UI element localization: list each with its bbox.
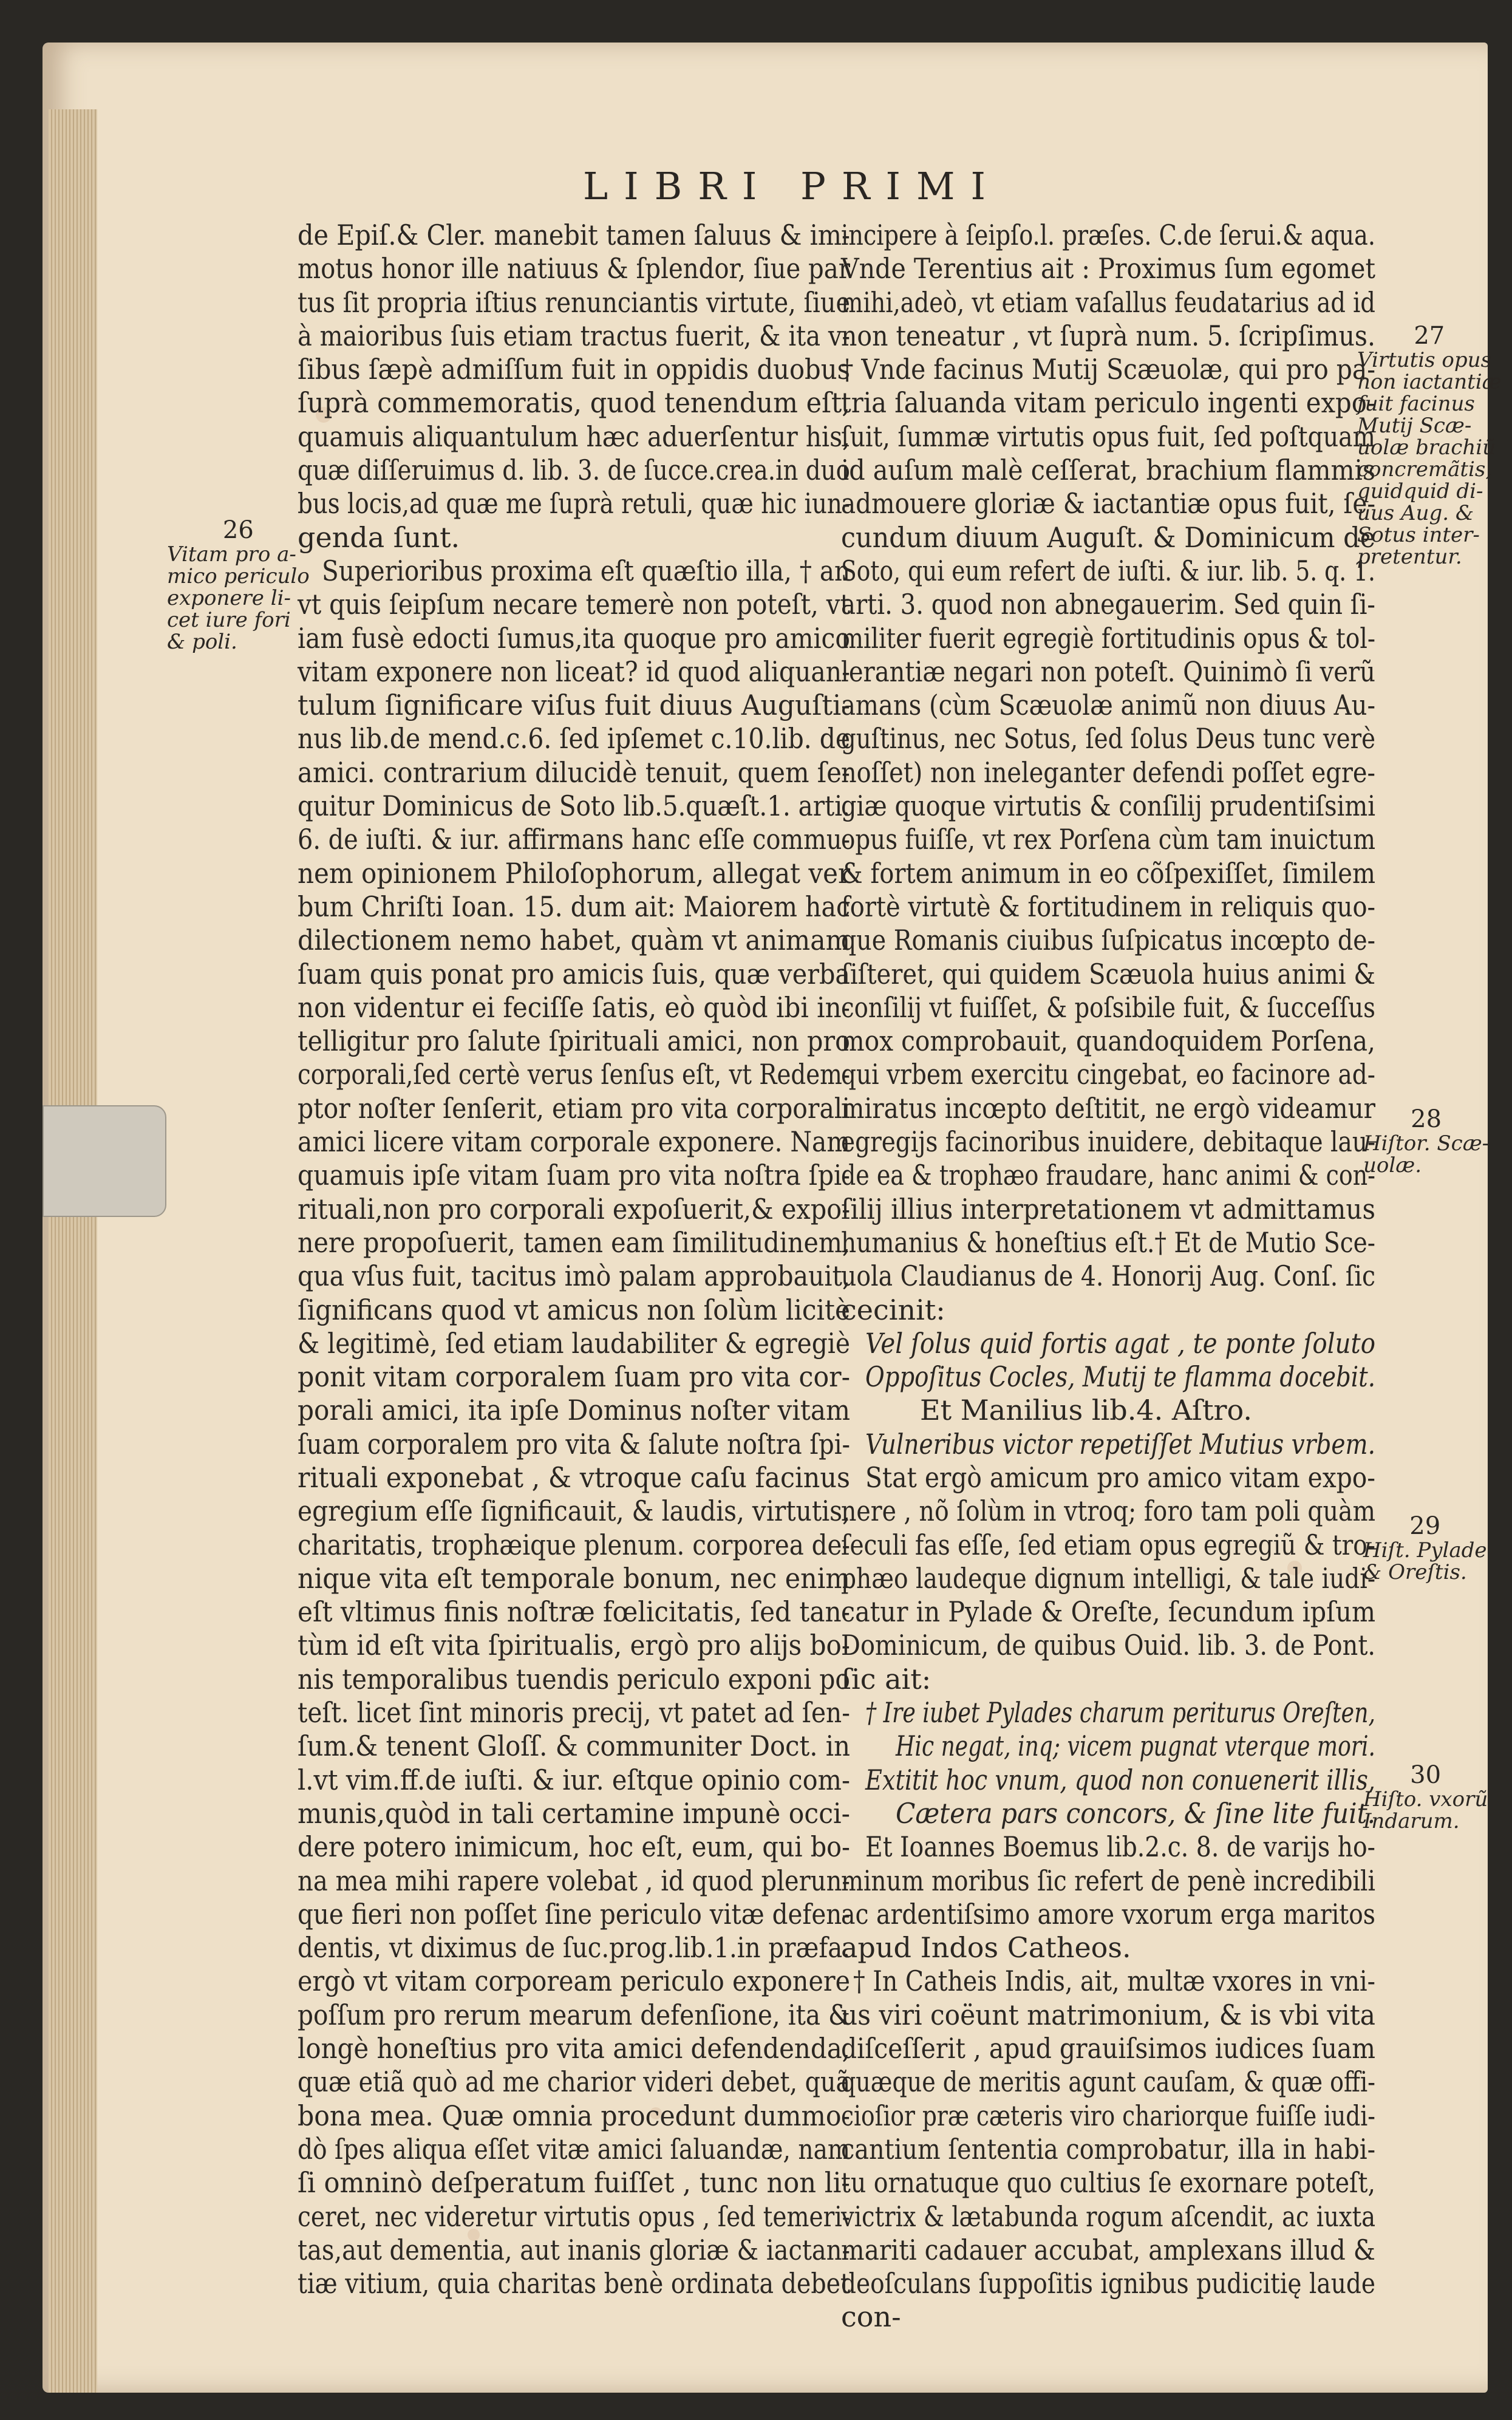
text-line: de Epiſ.& Cler. manebit tamen ſaluus & im- [298, 219, 851, 251]
text-line: ſiſteret, qui quidem Scæuola huius animi & [841, 957, 1376, 990]
text-line: dò ſpes aliqua eſſet vitæ amici ſaluandæ, nam [298, 2132, 851, 2166]
margin-note-line: Hiſt. Pylade [1363, 1538, 1487, 1563]
text-line: Vel ſolus quid fortis agat , te ponte ſoluto [865, 1326, 1376, 1360]
text-line: ſuam corporalem pro vita & ſalute noſtra ſpi- [298, 1427, 850, 1461]
text-line: con- [841, 2300, 901, 2334]
text-line: humanius & honeſtius eſt.† Et de Mutio Sce- [841, 1225, 1376, 1259]
text-line: longè honeſtius pro vita amici defendenda, [298, 2032, 850, 2065]
margin-note-28 [1363, 1105, 1490, 1178]
margin-note-line: concremãtis, [1357, 457, 1493, 482]
text-line: catur in Pylade & Oreſte, ſecundum ipſum [841, 1595, 1376, 1629]
text-line: rituali exponebat , & vtroque caſu facinus [298, 1461, 850, 1494]
text-line: qui vrbem exercitu cingebat, eo facinore ad- [841, 1058, 1376, 1091]
text-line: dere potero inimicum, hoc eſt, eum, qui bo- [298, 1830, 850, 1864]
text-line: guſtinus, nec Sotus, ſed ſolus Deus tunc verè [841, 722, 1376, 755]
text-line: bus locis,ad quæ me ſuprà retuli, quæ hic iun- [298, 487, 850, 520]
text-line: amici licere vitam corporale exponere. Nam [298, 1125, 850, 1159]
text-line: ergò vt vitam corpoream periculo exponere [298, 1965, 851, 1998]
text-line: † Ire iubet Pylades charum periturus Oreſten, [865, 1696, 1376, 1730]
text-line: corporali,ſed certè verus ſenſus eſt, vt Redem- [298, 1058, 851, 1091]
text-line: Soto, qui eum refert de iuſti. & iur. lib. 5. q. 1. [841, 554, 1375, 587]
text-line: vitam exponere non liceat? id quod aliquan- [298, 655, 850, 688]
margin-note-line: mico periculo [167, 564, 310, 588]
text-line: tùm id eſt vita ſpiritualis, ergò pro alijs bo- [298, 1629, 851, 1662]
text-line: ſuit, ſummæ virtutis opus fuit, ſed poſtquam [841, 420, 1375, 453]
text-line: mariti cadauer accubat, amplexans illud & [841, 2233, 1375, 2266]
text-line: tus ſit propria iſtius renunciantis virtute, ſiue [298, 285, 851, 319]
text-line: ſuam quis ponat pro amicis ſuis, quæ verba [298, 957, 851, 990]
text-line: que Romanis ciuibus ſuſpicatus incœpto de- [841, 924, 1375, 957]
text-line: ſum.& tenent Gloſſ. & communiter Doct. in [298, 1730, 850, 1763]
left-text-column [298, 219, 850, 2300]
margin-note-number: 26 [222, 516, 254, 544]
text-line: non teneatur , vt ſuprà num. 5. ſcripſimus. [841, 319, 1375, 352]
text-line: 6. de iuſti. & iur. affirmans hanc eſſe commu- [298, 823, 851, 856]
text-line: Cætera pars concors, & ſine lite fuit. [896, 1796, 1376, 1830]
margin-note-number: 29 [1409, 1512, 1441, 1540]
text-line: mihi,adeò, vt etiam vaſallus feudatarius ad id [841, 285, 1375, 319]
text-line: tu ornatuque quo cultius ſe exornare poteſt, [841, 2166, 1376, 2200]
text-line: Extitit hoc vnum, quod non conuenerit illis, [865, 1763, 1375, 1796]
margin-note-line: pretentur. [1357, 545, 1462, 569]
margin-note-line: fuit facinus [1357, 392, 1475, 416]
text-line: tiæ vitium, quia charitas benè ordinata debet [298, 2267, 850, 2300]
text-line: admouere gloriæ & iactantiæ opus fuit, ſe- [841, 487, 1376, 520]
margin-note-line: exponere li- [167, 586, 291, 610]
text-line: nus lib.de mend.c.6. ſed ipſemet c.10.lib. de [298, 722, 851, 755]
text-line: fortè virtutè & fortitudinem in reliquis quo- [841, 890, 1376, 923]
text-line: nis temporalibus tuendis periculo exponi po [298, 1662, 850, 1696]
text-line: nem opinionem Philoſophorum, allegat ver [298, 856, 851, 890]
text-line: motus honor ille natiuus & ſplendor, ſiue par [298, 252, 850, 285]
text-line: phæo laudeque dignum intelligi, & tale iudi- [841, 1561, 1376, 1595]
text-line: Oppoſitus Cocles, Mutij te flamma docebit. [865, 1360, 1375, 1394]
text-line: apud Indos Catheos. [841, 1931, 1131, 1965]
text-line: charitatis, trophæique plenum. corporea de- [298, 1528, 850, 1561]
running-header: LIBRI PRIMI [583, 164, 1001, 208]
text-line: ſignificans quod vt amicus non ſolùm licitè [298, 1293, 850, 1326]
text-line: Vulneribus victor repetiſſet Mutius vrbem. [865, 1427, 1376, 1461]
text-line: egregijs facinoribus inuidere, debitaque lau- [841, 1125, 1376, 1159]
text-line: Superioribus proxima eſt quæſtio illa, † an [322, 554, 851, 587]
margin-note-line: Hiſtor. Scæ- [1363, 1131, 1490, 1156]
margin-note-line: Mutij Scæ- [1357, 414, 1472, 438]
text-line: nere propoſuerit, tamen eam ſimilitudinem, [298, 1225, 851, 1259]
text-line: vt quis ſeipſum necare temerè non poteſt, vt [298, 588, 850, 621]
text-line: Et Manilius lib.4. Aſtro. [920, 1394, 1253, 1427]
margin-note-26 [167, 516, 310, 654]
text-line: l.vt vim.ff.de iuſti. & iur. eſtque opinio com- [298, 1763, 851, 1796]
text-line: victrix & lætabunda rogum aſcendit, ac iuxta [841, 2200, 1376, 2233]
text-line: & fortem animum in eo cõſpexiſſet, ſimilem [841, 856, 1375, 890]
text-line: minum moribus ſic refert de penè incredibili [841, 1864, 1375, 1897]
text-line: tria ſaluanda vitam periculo ingenti expo- [841, 386, 1376, 420]
margin-note-line: & poli. [167, 630, 237, 654]
text-line: & legitimè, ſed etiam laudabiliter & egregiè [298, 1326, 850, 1360]
text-line: ac ardentiſsimo amore vxorum erga maritos [841, 1897, 1376, 1931]
text-line: dilectionem nemo habet, quàm vt animam [298, 924, 851, 957]
text-line: opus fuiſſe, vt rex Porſena cùm tam inuictum [841, 823, 1376, 856]
margin-note-line: uus Aug. & [1357, 501, 1474, 525]
text-line: quæ etiã quò ad me charior videri debet, quã [298, 2065, 851, 2099]
text-line: bum Chriſti Ioan. 15. dum ait: Maiorem hac [298, 890, 850, 923]
text-line: amici. contrarium dilucidè tenuit, quem ſe- [298, 755, 851, 789]
text-line: Hic negat, inq; vicem pugnat vterque mori. [896, 1730, 1375, 1763]
text-line: qua vſus fuit, tacitus imò palam approbauit, [298, 1259, 851, 1293]
page-edges [49, 109, 97, 2393]
text-line: iam fusè edocti ſumus,ita quoque pro amico [298, 621, 851, 655]
text-line: bona mea. Quæ omnia procedunt dummo- [298, 2099, 850, 2132]
text-line: na mea mihi rapere volebat , id quod plerun- [298, 1864, 850, 1897]
margin-note-line: Sotus inter- [1357, 523, 1480, 547]
text-line: arti. 3. quod non abnegauerim. Sed quin ſi- [841, 588, 1375, 621]
text-line: tas,aut dementia, aut inanis gloriæ & iactan- [298, 2233, 851, 2266]
text-line: que fieri non poſſet ſine periculo vitæ defen- [298, 1897, 850, 1931]
text-line: ſibus ſæpè admiſſum fuit in oppidis duobus [298, 353, 850, 386]
text-line: uola Claudianus de 4. Honorij Aug. Conſ. ſic [841, 1259, 1376, 1293]
right-text-column [841, 219, 1375, 2334]
text-line: ſuprà commemoratis, quod tenendum eſt, [298, 386, 850, 420]
text-line: diſceſſerit , apud grauiſsimos iudices ſuam [841, 2032, 1376, 2065]
margin-note-line: cet iure fori [167, 608, 291, 632]
text-line: genda ſunt. [298, 520, 460, 554]
text-line: mox comprobauit, quandoquidem Porſena, [841, 1024, 1375, 1058]
text-line: quamuis aliquantulum hæc aduerſentur his, [298, 420, 850, 453]
text-line: porali amici, ita ipſe Dominus noſter vitam [298, 1394, 851, 1427]
text-line: Et Ioannes Boemus lib.2.c. 8. de varijs ho- [865, 1830, 1375, 1864]
margin-note-number: 27 [1414, 322, 1445, 350]
text-line: ſilij illius interpretationem vt admittamus [841, 1192, 1375, 1225]
text-line: teſt. licet ſint minoris precij, vt patet ad ſen- [298, 1696, 850, 1730]
text-line: à maioribus ſuis etiam tractus fuerit, & ita v- [298, 319, 850, 352]
text-line: nique vita eſt temporale bonum, nec enim [298, 1561, 850, 1595]
text-line: lerantiæ negari non poteſt. Quinimò ſi verũ [841, 655, 1376, 688]
margin-note-line: Vitam pro a- [167, 542, 296, 567]
text-line: ptor noſter ſenſerit, etiam pro vita corporali [298, 1091, 850, 1125]
text-line: cundum diuum Auguſt. & Dominicum de [841, 520, 1375, 554]
text-line: giæ quoque virtutis & conſilij prudentiſsimi [841, 789, 1375, 823]
text-line: incipere à ſeipſo.l. præſes. C.de ſerui.& aqua. [841, 219, 1375, 251]
text-line: noſſet) non ineleganter defendi poſſet egre- [841, 755, 1375, 789]
text-line: us viri coëunt matrimonium, & is vbi vita [841, 1998, 1376, 2031]
text-line: nere , nõ ſolùm in vtroq; foro tam poli quàm [841, 1495, 1375, 1528]
text-line: cioſior præ cæteris viro chariorque fuiſſe iudi- [841, 2099, 1375, 2132]
margin-note-line: uolæ brachiũ [1357, 435, 1496, 460]
text-line: ceret, nec videretur virtutis opus , ſed temeri- [298, 2200, 850, 2233]
text-line: quæ diſſeruimus d. lib. 3. de ſucce.crea.in duo [298, 454, 850, 487]
text-line: Stat ergò amicum pro amico vitam expo- [865, 1461, 1376, 1494]
text-line: poſſum pro rerum mearum defenſione, ita & [298, 1998, 851, 2031]
margin-note-line: Hiſto. vxorũ [1363, 1787, 1488, 1812]
margin-note-line: non iactantiæ [1357, 370, 1502, 394]
text-line: ſic ait: [841, 1662, 931, 1696]
text-line: ponit vitam corporalem ſuam pro vita cor- [298, 1360, 851, 1394]
margin-note-number: 28 [1411, 1105, 1442, 1133]
text-line: cecinit: [841, 1293, 945, 1326]
text-line: Dominicum, de quibus Ouid. lib. 3. de Pont. [841, 1629, 1375, 1662]
text-line: † In Catheis Indis, ait, multæ vxores in vni- [853, 1965, 1375, 1998]
text-line: munis,quòd in tali certamine impunè occi- [298, 1796, 850, 1830]
page-clip [43, 1105, 166, 1217]
text-line: tulum ſignificare viſus fuit diuus Auguſti- [298, 689, 851, 722]
text-line: amans (cùm Scæuolæ animũ non diuus Au- [841, 689, 1376, 722]
text-line: deoſculans ſuppoſitis ignibus pudicitię laude [841, 2267, 1376, 2300]
text-line: quæque de meritis agunt cauſam, & quæ offi- [841, 2065, 1375, 2099]
margin-note-line: Indarum. [1363, 1809, 1460, 1833]
text-line: ſeculi fas eſſe, ſed etiam opus egregiũ & tro- [841, 1528, 1375, 1561]
text-line: cantium ſententia comprobatur, illa in habi- [841, 2132, 1376, 2166]
text-line: † Vnde facinus Mutij Scæuolæ, qui pro pa- [841, 353, 1376, 386]
margin-note-number: 30 [1410, 1761, 1442, 1789]
margin-note-27 [1357, 322, 1502, 569]
margin-note-line: quidquid di- [1357, 479, 1483, 503]
margin-note-line: & Oreſtis. [1363, 1560, 1467, 1584]
margin-note-line: Virtutis opus [1357, 348, 1492, 372]
text-line: rituali,non pro corporali expoſuerit,& expo- [298, 1192, 851, 1225]
text-line: non videntur ei feciſſe ſatis, eò quòd ibi in- [298, 990, 850, 1024]
text-line: conſilij vt fuiſſet, & poſsibile fuit, & ſucceſſus [841, 990, 1375, 1024]
text-line: Vnde Terentius ait : Proximus ſum egomet [841, 252, 1375, 285]
text-line: ſi omninò deſperatum fuiſſet , tunc non li- [298, 2166, 850, 2200]
margin-note-29 [1363, 1512, 1487, 1584]
text-line: telligitur pro ſalute ſpirituali amici, non pro [298, 1024, 850, 1058]
text-line: dentis, vt diximus de ſuc.prog.lib.1.in præfa. [298, 1931, 851, 1965]
text-line: militer fuerit egregiè fortitudinis opus & tol- [841, 621, 1376, 655]
text-line: eſt vltimus finis noſtræ fœlicitatis, ſed tan- [298, 1595, 850, 1629]
margin-note-30 [1363, 1761, 1488, 1833]
text-line: id auſum malè ceſſerat, brachium flammis [841, 454, 1376, 487]
text-line: miratus incœpto deſtitit, ne ergò videamur [841, 1091, 1375, 1125]
text-line: quamuis ipſe vitam ſuam pro vita noſtra ſpi- [298, 1159, 851, 1192]
text-line: egregium eſſe ſignificauit, & laudis, virtutis, [298, 1495, 850, 1528]
text-line: quitur Dominicus de Soto lib.5.quæſt.1. arti. [298, 789, 851, 823]
margin-note-line: uolæ. [1363, 1153, 1422, 1178]
text-line: de ea & trophæo fraudare, hanc animi & con- [841, 1159, 1376, 1192]
